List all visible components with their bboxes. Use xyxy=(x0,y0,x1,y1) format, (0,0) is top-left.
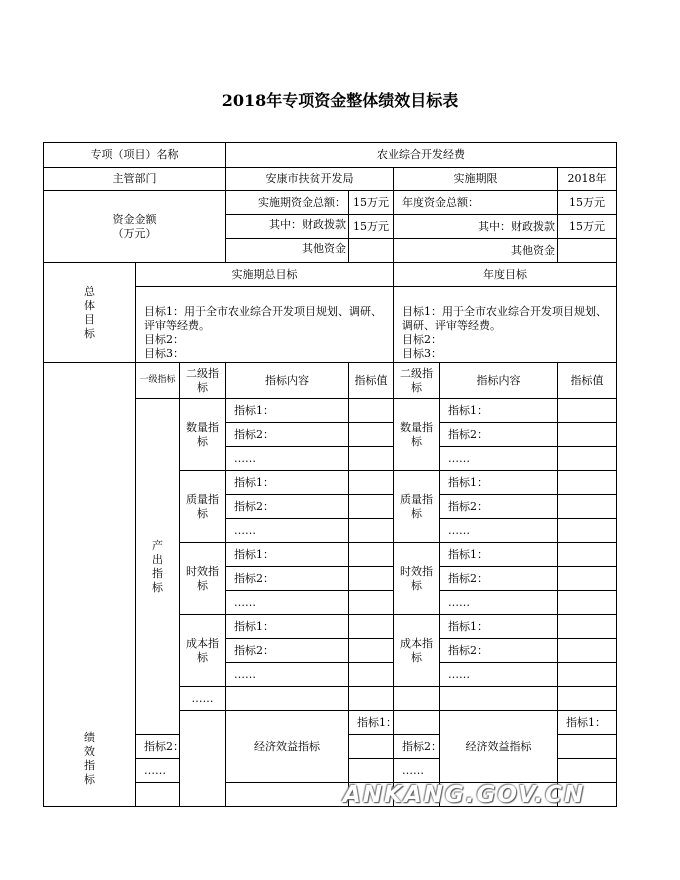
cost-value-2 xyxy=(349,639,394,663)
period-value: 2018年 xyxy=(558,168,617,191)
project-name-value: 农业综合开发经费 xyxy=(226,143,617,168)
perf-char-4: 标 xyxy=(84,773,95,786)
content-header: 指标内容 xyxy=(226,363,349,399)
year-quality-value-1 xyxy=(558,471,617,495)
output-more: …… xyxy=(180,687,226,711)
year-quality-item-1: 指标1： xyxy=(440,471,558,495)
period-goal-header: 实施期总目标 xyxy=(136,263,394,287)
econ-label: 经济效益指标 xyxy=(226,711,349,783)
quality-label: 质量指标 xyxy=(180,471,226,543)
benefit-level1-cell xyxy=(180,711,226,807)
time-value-2 xyxy=(349,567,394,591)
year-content-header: 指标内容 xyxy=(440,363,558,399)
quantity-item-2: 指标2： xyxy=(226,423,349,447)
year-quantity-item-1: 指标1： xyxy=(440,399,558,423)
time-value-1 xyxy=(349,543,394,567)
year-time-value-2 xyxy=(558,567,617,591)
other-label: 其他资金 xyxy=(302,242,346,255)
econ-value-3 xyxy=(349,759,394,783)
quantity-value-1 xyxy=(349,399,394,423)
cost-item-2: 指标2： xyxy=(226,639,349,663)
year-cost-value-3 xyxy=(558,663,617,687)
period-goal-cell xyxy=(136,287,394,363)
year-quantity-label: 数量指标 xyxy=(394,399,440,471)
year-time-more: …… xyxy=(440,591,558,615)
funds-label-line1: 资金金额 xyxy=(112,212,157,226)
year-other-value xyxy=(558,239,617,263)
time-value-3 xyxy=(349,591,394,615)
page-title: 2018年专项资金整体绩效目标表 xyxy=(221,91,459,110)
year-time-value-3 xyxy=(558,591,617,615)
year-total-value: 15万元 xyxy=(558,191,617,215)
time-more: …… xyxy=(226,591,349,615)
year-time-value-1 xyxy=(558,543,617,567)
cost-label: 成本指标 xyxy=(180,615,226,687)
year-goal-1: 目标1：用于全市农业综合开发项目规划、调研、评审等经费。 xyxy=(402,305,607,332)
value-header: 指标值 xyxy=(349,363,394,399)
year-fiscal-value: 15万元 xyxy=(558,215,617,239)
quality-value-2 xyxy=(349,495,394,519)
year-quality-value-2 xyxy=(558,495,617,519)
time-item-2: 指标2： xyxy=(226,567,349,591)
year-quantity-item-2: 指标2： xyxy=(440,423,558,447)
year-level2-header: 二级指标 xyxy=(394,363,440,399)
year-quantity-value-3 xyxy=(558,447,617,471)
site-watermark: ANKANG.GOV.CN xyxy=(343,782,586,808)
econ-value-1 xyxy=(394,711,440,735)
cost-value-3 xyxy=(349,663,394,687)
quality-item-1: 指标1： xyxy=(226,471,349,495)
year-quality-label: 质量指标 xyxy=(394,471,440,543)
funds-label xyxy=(44,191,226,263)
quantity-more: …… xyxy=(226,447,349,471)
perf-char-1: 绩 xyxy=(84,731,95,744)
year-econ-value-2 xyxy=(558,735,617,759)
output-more-content xyxy=(226,687,349,711)
year-econ-more: …… xyxy=(394,759,440,783)
quantity-label: 数量指标 xyxy=(180,399,226,471)
cost-value-1 xyxy=(349,615,394,639)
quantity-item-1: 指标1： xyxy=(226,399,349,423)
year-quantity-more: …… xyxy=(440,447,558,471)
project-name-label: 专项（项目）名称 xyxy=(44,143,226,168)
dept-value: 安康市扶贫开发局 xyxy=(226,168,394,191)
time-item-1: 指标1： xyxy=(226,543,349,567)
econ-value-2 xyxy=(349,735,394,759)
year-cost-value-2 xyxy=(558,639,617,663)
output-char-1: 产 xyxy=(152,538,163,552)
level2-header: 二级指标 xyxy=(180,363,226,399)
year-time-label: 时效指标 xyxy=(394,543,440,615)
next-label xyxy=(136,783,180,807)
overall-char-3: 目 xyxy=(84,312,95,326)
year-econ-label: 经济效益指标 xyxy=(440,711,558,783)
year-time-item-2: 指标2： xyxy=(440,567,558,591)
year-cost-label: 成本指标 xyxy=(394,615,440,687)
year-output-more xyxy=(394,687,440,711)
other-value xyxy=(349,239,394,263)
next-content xyxy=(226,783,349,807)
level1-header: 一级指标 xyxy=(136,363,180,399)
overall-char-2: 体 xyxy=(84,298,95,312)
funds-total-value: 15万元 xyxy=(349,191,394,215)
output-char-4: 标 xyxy=(152,580,163,594)
quality-value-3 xyxy=(349,519,394,543)
year-goal-header: 年度目标 xyxy=(394,263,617,287)
year-quality-item-2: 指标2： xyxy=(440,495,558,519)
year-econ-value-3 xyxy=(558,759,617,783)
econ-more: …… xyxy=(136,759,180,783)
year-cost-more: …… xyxy=(440,663,558,687)
year-value-header: 指标值 xyxy=(558,363,617,399)
quality-value-1 xyxy=(349,471,394,495)
period-goal-1: 目标1：用于全市农业综合开发项目规划、调研、评审等经费。 xyxy=(144,305,382,332)
year-cost-item-1: 指标1： xyxy=(440,615,558,639)
cost-item-1: 指标1： xyxy=(226,615,349,639)
quantity-value-2 xyxy=(349,423,394,447)
year-time-item-1: 指标1： xyxy=(440,543,558,567)
year-total-label: 年度资金总额： xyxy=(394,191,558,215)
period-label: 实施期限 xyxy=(394,168,558,191)
year-other-label: 其他资金 xyxy=(394,239,558,263)
fiscal-label: 其中：财政拨款 xyxy=(269,218,346,231)
perf-indicator-label xyxy=(44,363,136,807)
output-char-3: 指 xyxy=(152,566,163,580)
year-fiscal-label: 其中：财政拨款 xyxy=(394,215,558,239)
dept-label: 主管部门 xyxy=(44,168,226,191)
cost-more: …… xyxy=(226,663,349,687)
overall-goal-label xyxy=(44,263,136,363)
year-output-more-content xyxy=(440,687,558,711)
output-char-2: 出 xyxy=(152,552,163,566)
year-output-more-value xyxy=(558,687,617,711)
performance-target-table xyxy=(43,142,616,792)
quality-more: …… xyxy=(226,519,349,543)
fiscal-label-cell xyxy=(226,215,349,239)
period-goal-2: 目标2： xyxy=(144,333,184,346)
funds-label-line2: （万元） xyxy=(112,226,157,240)
quantity-value-3 xyxy=(349,447,394,471)
year-goal-cell xyxy=(394,287,617,363)
year-econ-item-2: 指标2： xyxy=(394,735,440,759)
funds-total-label: 实施期资金总额： xyxy=(226,191,349,215)
quality-item-2: 指标2： xyxy=(226,495,349,519)
year-econ-item-1: 指标1： xyxy=(558,711,617,735)
year-cost-value-1 xyxy=(558,615,617,639)
overall-char-4: 标 xyxy=(84,326,95,340)
fiscal-value: 15万元 xyxy=(349,215,394,239)
output-more-value xyxy=(349,687,394,711)
other-label-cell xyxy=(226,239,349,263)
year-cost-item-2: 指标2： xyxy=(440,639,558,663)
output-indicator-label xyxy=(136,399,180,735)
overall-char-1: 总 xyxy=(84,284,95,298)
year-quality-more: …… xyxy=(440,519,558,543)
year-goal-3: 目标3： xyxy=(402,347,442,360)
year-quantity-value-1 xyxy=(558,399,617,423)
perf-char-3: 指 xyxy=(84,759,95,772)
year-goal-2: 目标2： xyxy=(402,333,442,346)
perf-char-2: 效 xyxy=(84,745,95,758)
year-quantity-value-2 xyxy=(558,423,617,447)
time-label: 时效指标 xyxy=(180,543,226,615)
econ-item-1: 指标1： xyxy=(349,711,394,735)
period-goal-3: 目标3： xyxy=(144,347,184,360)
econ-item-2: 指标2： xyxy=(136,735,180,759)
year-quality-value-3 xyxy=(558,519,617,543)
